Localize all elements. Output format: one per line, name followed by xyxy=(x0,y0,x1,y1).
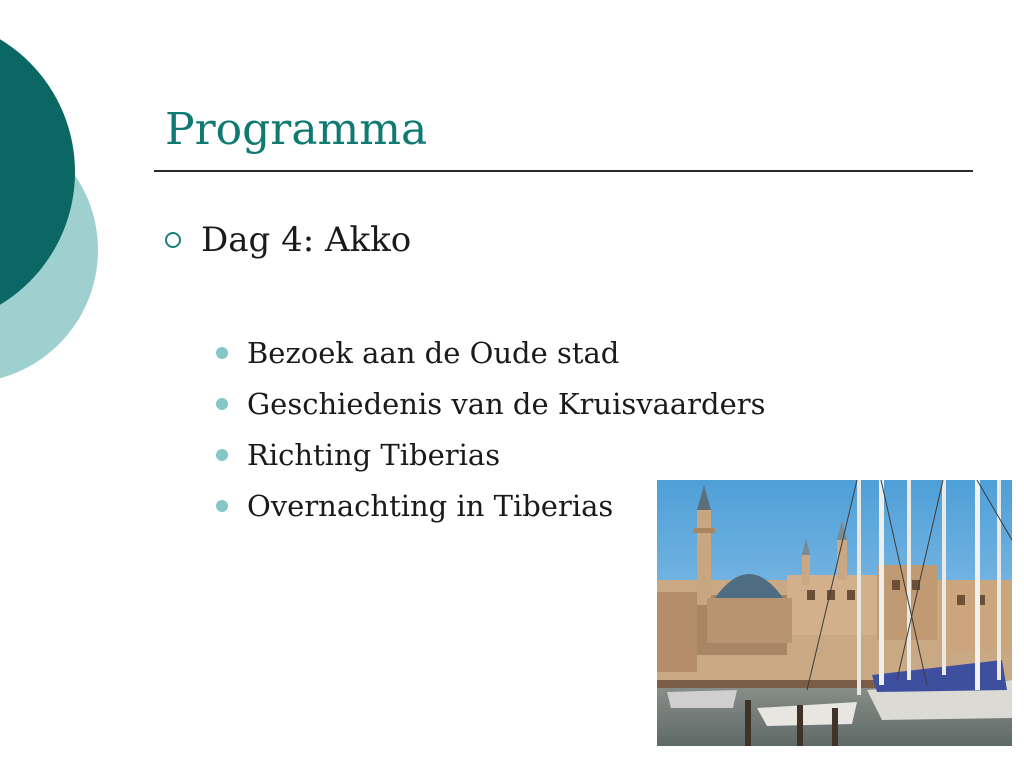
main-bullet-item xyxy=(165,216,411,264)
filled-dot-bullet-icon xyxy=(216,449,228,461)
sub-bullet-item xyxy=(216,384,766,424)
sub-bullet-item xyxy=(216,435,500,475)
main-bullet-text: Dag 4: Akko xyxy=(201,220,412,260)
sub-bullet-text: Richting Tiberias xyxy=(247,438,501,472)
sub-bullet-item xyxy=(216,333,619,373)
sub-bullet-item xyxy=(216,486,613,526)
sub-bullet-text: Geschiedenis van de Kruisvaarders xyxy=(247,387,766,421)
decorative-circles xyxy=(0,0,110,420)
filled-dot-bullet-icon xyxy=(216,398,228,410)
harbor-photo xyxy=(657,480,1012,746)
sub-bullet-text: Bezoek aan de Oude stad xyxy=(247,336,620,370)
sub-bullet-text: Overnachting in Tiberias xyxy=(247,489,614,523)
filled-dot-bullet-icon xyxy=(216,347,228,359)
title-divider xyxy=(154,170,973,172)
slide-title: Programma xyxy=(165,104,428,155)
hollow-circle-bullet-icon xyxy=(165,232,181,248)
filled-dot-bullet-icon xyxy=(216,500,228,512)
